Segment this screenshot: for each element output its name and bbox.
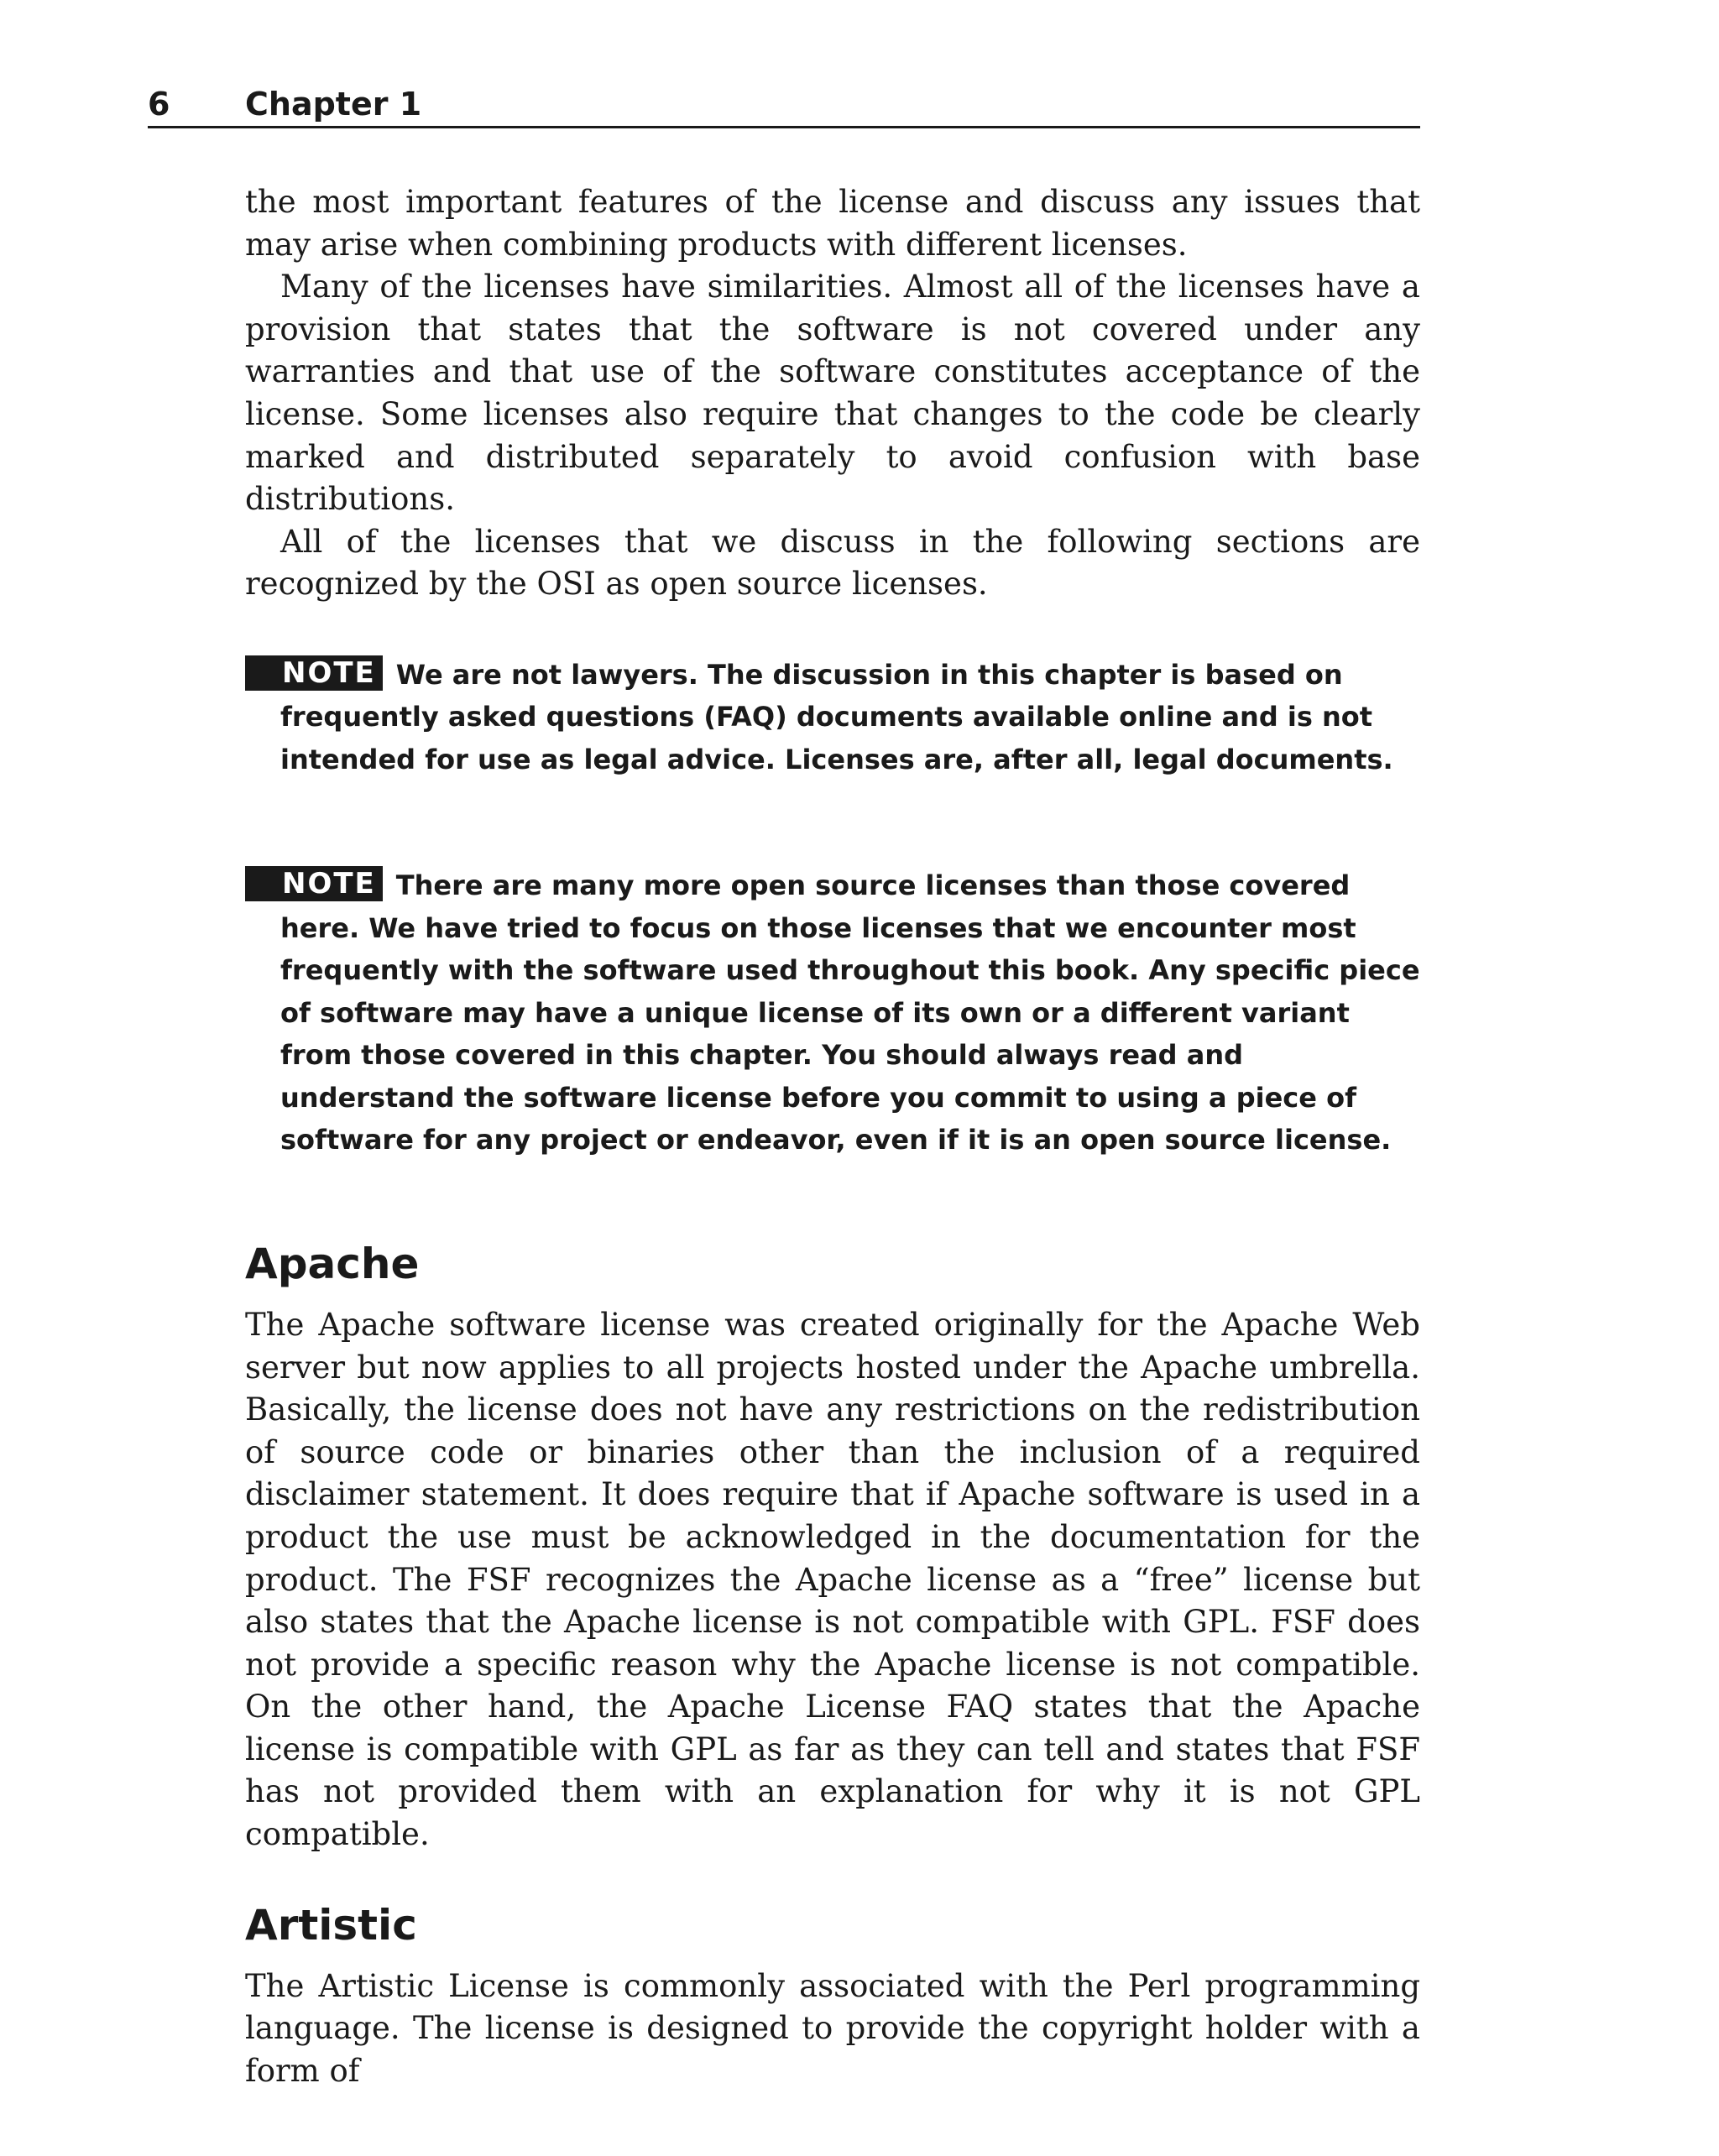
running-header [148,82,1420,128]
section-heading-artistic: Artistic [245,1900,417,1950]
page-content [245,181,1420,2092]
note-badge: NOTE [245,655,383,691]
note-text: We are not lawyers. The discussion in this chapter is based on frequently asked questions (FAQ) documents available online and is not intended for use as legal advice. Licenses are, after all, legal documents. [280,658,1393,775]
chapter-title: Chapter 1 [245,86,422,123]
section-heading-apache: Apache [245,1239,420,1288]
artistic-paragraph: The Artistic License is commonly associated with the Perl programming language. The license is designed to provide the copyright holder with a form of [245,1967,1420,2089]
intro-paragraph-2: Many of the licenses have similarities. Almost all of the licenses have a provision that states that the software is not covered under any warranties and that use of the software constitutes acceptance of the license. Some licenses also require that changes to the code be clearly marked and distributed separately to avoid confusion with base distributions. [245,269,1420,518]
note-text: There are many more open source licenses than those covered here. We have tried to focus on those licenses that we encounter most frequently with the software used throughout this book. Any specific piece of software may have a unique license of its own or a different variant from those covered in this chapter. You should always read and understand the software license before you commit to using a piece of software for any project or endeavor, even if it is an open source license. [280,869,1420,1156]
note-badge: NOTE [245,866,383,901]
page-number: 6 [148,86,170,123]
note-lawyers [245,654,1422,781]
apache-paragraph: The Apache software license was created originally for the Apache Web server but now applies to all projects hosted under the Apache umbrella. Basically, the license does not have any restrictions on the redistribution of source code or binaries other than the inclusion of a required disclaimer statement. It does require that if Apache software is used in a product the use must be acknowledged in the documentation for the product. The FSF recognizes the Apache license as a “free” license but also states that the Apache license is not compatible with GPL. FSF does not provide a specific reason why the Apache license is not compatible. On the other hand, the Apache License FAQ states that the Apache license is compatible with GPL as far as they can tell and states that FSF has not provided them with an explanation for why it is not GPL compatible. [245,1306,1420,1853]
intro-paragraph-3: All of the licenses that we discuss in the following sections are recognized by the OSI as open source licenses. [245,523,1420,603]
note-more-licenses [245,864,1422,1162]
intro-paragraph-1: the most important features of the license and discuss any issues that may arise when combining products with different licenses. [245,184,1420,263]
